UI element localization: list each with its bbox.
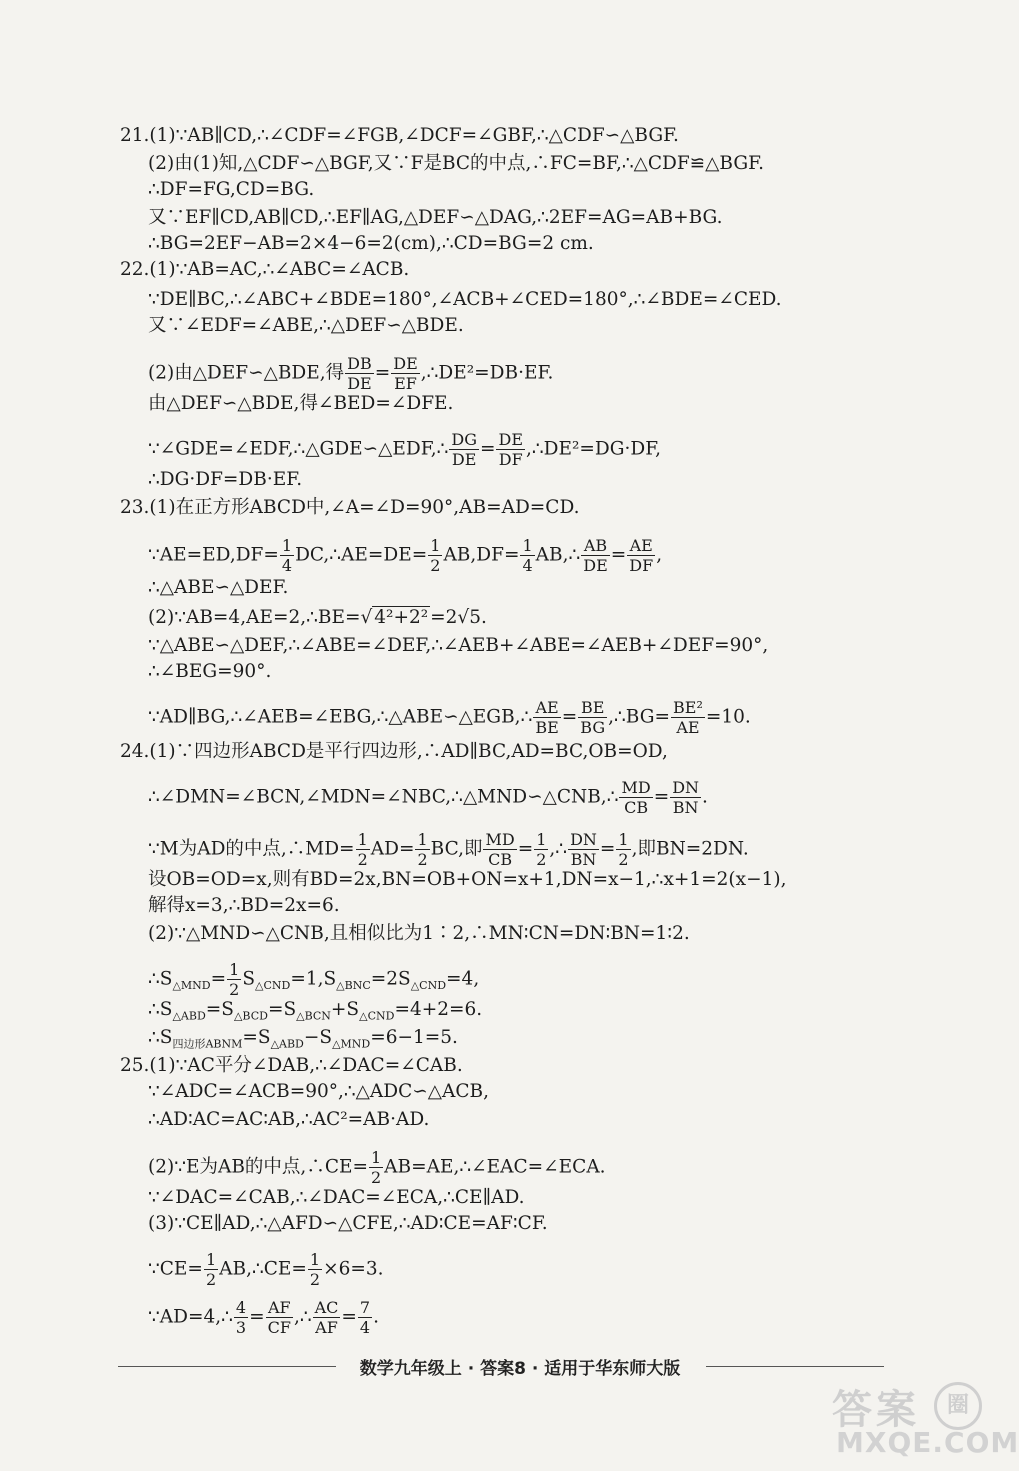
line-23-1: 23.(1)在正方形ABCD中,∠A=∠D=90°,AB=AD=CD. xyxy=(120,497,580,518)
line-22-5: 由△DEF∽△BDE,得∠BED=∠DFE. xyxy=(148,393,454,414)
problem-number: 22. xyxy=(120,259,150,280)
line-25-5: ∵∠DAC=∠CAB,∴∠DAC=∠ECA,∴CE∥AD. xyxy=(148,1187,525,1208)
line-22-6: ∵∠GDE=∠EDF,∴△GDE∽△EDF,∴ $\frac{DG}{DE}$ = $\frac{DE}{DF}$ ,∴DE²=DG·DF, xyxy=(148,430,662,469)
line-24-9: $\therefore S_{四边形ABNM}=S_{\triangle ABD}-S_{\triangle MND}=6-1=5$. xyxy=(148,1027,458,1051)
line-24-5: 解得x=3,∴BD=2x=6. xyxy=(148,895,340,916)
line-24-4: 设OB=OD=x,则有BD=2x,BN=OB+ON=x+1,DN=x−1,∴x+1=2(x−1), xyxy=(148,869,787,890)
radicand: 4²+2² xyxy=(374,607,429,628)
fraction: $\frac{DB}{DE}$ xyxy=(347,354,372,393)
footer-text: 数学九年级上 · 答案8 · 适用于华东师大版 xyxy=(359,1359,681,1379)
line-21-1: 21.(1)∵AB∥CD,∴∠CDF=∠FGB,∠DCF=∠GBF,∴△CDF∽△BGF. xyxy=(120,125,679,146)
line-21-2: (2)由(1)知,△CDF∽△BGF,又∵F是BC的中点,∴FC=BF,∴△CDF≌△BGF. xyxy=(148,153,764,174)
line-24-7: $\therefore S_{\triangle MND}=$ $\frac{1}{2}$ $S_{\triangle CND}=1,S_{\triangle BNC}=2S_{\triangle CND}=4$, xyxy=(148,960,480,999)
line-21-3: ∴DF=FG,CD=BG. xyxy=(148,179,315,200)
problem-number: 25. xyxy=(120,1055,150,1076)
problem-number: 21. xyxy=(120,125,150,146)
footer-rule-left xyxy=(118,1366,336,1367)
line-22-7: ∴DG·DF=DB·EF. xyxy=(148,469,303,490)
line-21-4: 又∵EF∥CD,AB∥CD,∴EF∥AG,△DEF∽△DAG,∴2EF=AG=AB+BG. xyxy=(148,207,723,228)
line-22-2: ∵DE∥BC,∴∠ABC+∠BDE=180°,∠ACB+∠CED=180°,∴∠BDE=∠CED. xyxy=(148,289,782,310)
line-24-8: $\therefore S_{\triangle ABD}=S_{\triangle BCD}=S_{\triangle BCN}+S_{\triangle CND}=4+2=6$. xyxy=(148,999,483,1023)
line-23-6: ∴∠BEG=90°. xyxy=(148,661,272,682)
line-23-2: ∵AE=ED,DF= $\frac{1}{4}$ DC,∴AE=DE= $\frac{1}{2}$ AB,DF= $\frac{1}{4}$ AB,∴ $\frac{AB}{DE}$ = $\frac{AE}{DF}$ , xyxy=(148,536,663,575)
line-25-2: ∵∠ADC=∠ACB=90°,∴△ADC∽△ACB, xyxy=(148,1081,489,1102)
line-24-3: ∵M为AD的中点,∴MD= $\frac{1}{2}$ AD= $\frac{1}{2}$ BC,即 $\frac{MD}{CB}$ = $\frac{1}{2}$ ,∴ $\frac{DN}{BN}$ = $\frac{1}{2}$ ,即BN=2DN. xyxy=(148,830,749,869)
fraction: $\frac{DE}{DF}$ xyxy=(498,430,523,469)
watermark-url: MXQE.COM xyxy=(836,1426,1019,1459)
problem-number: 23. xyxy=(120,497,150,518)
line-25-3: ∴AD∶AC=AC∶AB,∴AC²=AB·AD. xyxy=(148,1109,430,1130)
line-21-5: ∴BG=2EF−AB=2×4−6=2(cm),∴CD=BG=2 cm. xyxy=(148,233,594,254)
line-25-6: (3)∵CE∥AD,∴△AFD∽△CFE,∴AD∶CE=AF∶CF. xyxy=(148,1213,548,1234)
problem-number: 24. xyxy=(120,741,150,762)
line-25-8: ∵AD=4,∴ $\frac{4}{3}$ = $\frac{AF}{CF}$ ,∴ $\frac{AC}{AF}$ = $\frac{7}{4}$ . xyxy=(148,1298,379,1337)
fraction: $\frac{DE}{EF}$ xyxy=(393,354,418,393)
line-22-3: 又∵∠EDF=∠ABE,∴△DEF∽△BDE. xyxy=(148,315,464,336)
line-23-3: ∴△ABE∽△DEF. xyxy=(148,577,289,598)
line-24-6: (2)∵△MND∽△CNB,且相似比为1∶2,∴MN∶CN=DN∶BN=1∶2. xyxy=(148,923,690,944)
watermark-badge-icon: 圈 xyxy=(934,1382,982,1430)
line-24-1: 24.(1)∵四边形ABCD是平行四边形,∴AD∥BC,AD=BC,OB=OD, xyxy=(120,741,668,762)
line-23-7: ∵AD∥BG,∴∠AEB=∠EBG,∴△ABE∽△EGB,∴ $\frac{AE}{BE}$ = $\frac{BE}{BG}$ ,∴BG= $\frac{\text{BE²}}{AE}$ =10. xyxy=(148,698,751,737)
watermark-logo: 答案 xyxy=(832,1387,920,1433)
line-25-7: ∵CE= $\frac{1}{2}$ AB,∴CE= $\frac{1}{2}$ ×6=3. xyxy=(148,1250,384,1289)
line-25-4: (2)∵E为AB的中点,∴CE= $\frac{1}{2}$ AB=AE,∴∠EAC=∠ECA. xyxy=(148,1148,606,1187)
line-23-4: (2)∵AB=4,AE=2,∴BE=√ 4²+2² =2√5. xyxy=(148,607,487,628)
line-23-5: ∵△ABE∽△DEF,∴∠ABE=∠DEF,∴∠AEB+∠ABE=∠AEB+∠DEF=90°, xyxy=(148,635,769,656)
line-24-2: ∴∠DMN=∠BCN,∠MDN=∠NBC,∴△MND∽△CNB,∴ $\frac{MD}{CB}$ = $\frac{DN}{BN}$ . xyxy=(148,778,708,817)
footer-rule-right xyxy=(706,1366,884,1367)
fraction: $\frac{DG}{DE}$ xyxy=(451,430,477,469)
line-22-1: 22.(1)∵AB=AC,∴∠ABC=∠ACB. xyxy=(120,259,410,280)
line-22-4: (2)由△DEF∽△BDE,得 $\frac{DB}{DE}$ = $\frac{DE}{EF}$ ,∴DE²=DB·EF. xyxy=(148,354,554,393)
line-25-1: 25.(1)∵AC平分∠DAB,∴∠DAC=∠CAB. xyxy=(120,1055,463,1076)
